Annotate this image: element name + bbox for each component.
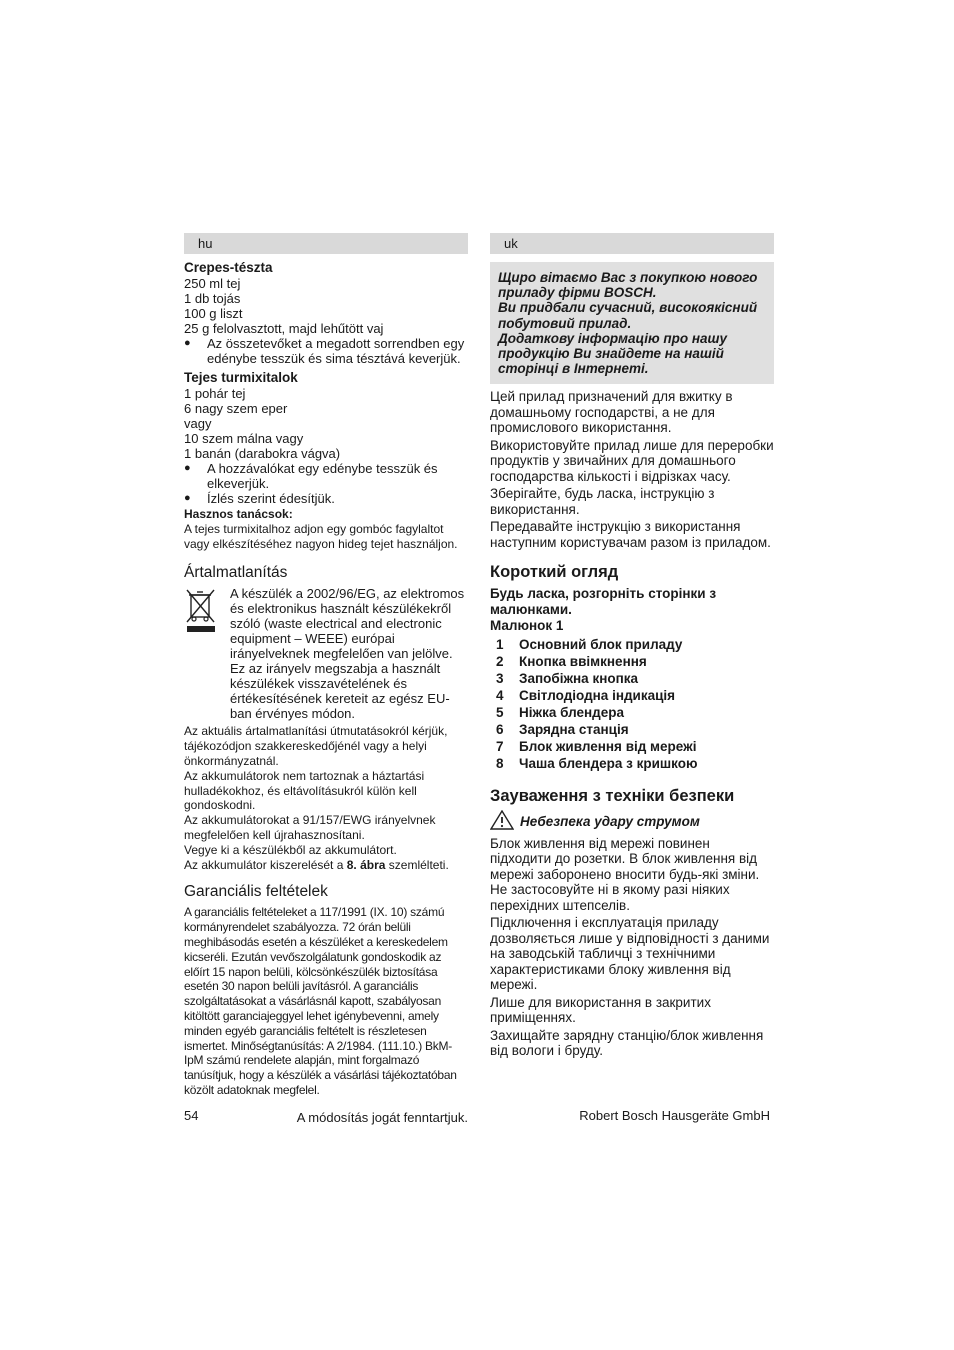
parts-list-item: 3 Запобіжна кнопка — [496, 670, 639, 686]
shake-step — [184, 491, 468, 506]
shake-ingredient: 1 banán (darabokra vágva) — [184, 446, 341, 461]
crepes-step-text: Az összetevőket a megadott sorrendben egy edénybe tesszük és sima tésztává keverjük. — [207, 336, 465, 366]
disposal-paragraph: Az akkumulátorokat a 91/157/EWG irányelvnek megfelelően kell újrahasznosítani. — [184, 813, 436, 842]
welcome-line: Щиро вітаємо Вас з покупкою нового приладу фірми BOSCH. — [498, 270, 758, 301]
safety-paragraph: Підключення і експлуатація приладу дозволяється лише у відповідності з даними на заводській табличці з технічними характеристиками блоку живлення від мережі. — [490, 915, 770, 993]
warning-triangle-icon — [490, 810, 520, 834]
shake-step-text: A hozzávalókat egy edénybe tesszük és elkeverjük. — [207, 461, 438, 491]
crossed-out-wheelie-bin-icon — [184, 586, 230, 721]
shake-ingredient: 1 pohár tej — [184, 386, 246, 401]
unfold-instruction: Будь ласка, розгорніть сторінки з малюнками. — [490, 586, 717, 617]
page-number: 54 — [184, 1108, 199, 1123]
parts-list-item: 1 Основний блок приладу — [496, 636, 683, 652]
disposal-paragraph — [184, 858, 468, 873]
welcome-line: Ви придбали сучасний, високоякісний побутовий прилад. — [498, 300, 758, 331]
warranty-text: A garanciális feltételeket a 117/1991 (IX. 10) számú kormányrendelet szabályozza. 72 órán belüli meghibásodás esetén a készüléket a kereskedelem kicseréli. Ezután vevőszolgálatunk gondoskodik az előírt 15 napon belüli, kölcsönkészülék biztosítása esetén 30 napon belüli javításról. A garanciális szolgáltatásokat a vásárlásnál kapott, szabályosan kitöltött garanciajeggyel lehet igénybevenni, amely minden egyéb garanciális feltételt is részletesen ismertet. Minőségtanúsítás: A 2/1984. (111.10.) BkM-IpM számú rendelete alapján, mint forgalmazó tanúsítjuk, hogy a készülék a vásárlási tájékoztatóban közölt adatoknak megfelel. — [184, 905, 457, 1097]
parts-list-item: 8 Чаша блендера з кришкою — [496, 755, 698, 771]
shake-title: Tejes turmixitalok — [184, 370, 298, 385]
company-name: Robert Bosch Hausgeräte GmbH — [579, 1108, 770, 1123]
disposal-paragraph: Az akkumulátorok nem tartoznak a háztartási hulladékokhoz, és eltávolításukról külön kell gondoskodni. — [184, 768, 425, 813]
disposal-paragraph: Az aktuális ártalmatlanítási útmutatásokról kérjük, tájékozódjon szakkereskedőjénél vagy a helyi önkormányzatnál. — [184, 724, 448, 768]
disposal-title: Ártalmatlanítás — [184, 564, 288, 582]
ukrainian-column — [490, 233, 774, 1059]
language-tab-hu: hu — [184, 233, 468, 254]
disposal-block — [184, 586, 468, 721]
intro-paragraph: Використовуйте прилад лише для переробки продуктів у звичайних для домашнього господарства кількості і відрізках часу. — [490, 437, 774, 484]
bullet-icon: ● — [184, 337, 191, 349]
safety-paragraph: Блок живлення від мережі повинен підходити до розетки. В блок живлення від мережі заборонено вносити будь-які зміни. Не застосовуйте ні в якому разі ніяких перехідних штепселів. — [490, 835, 760, 913]
shake-step-text: Ízlés szerint édesítjük. — [207, 491, 335, 506]
shake-ingredient: 6 nagy szem eper — [184, 401, 288, 416]
tips-text: A tejes turmixitalhoz adjon egy gombóc fagylaltot vagy elkészítéséhez nagyon hideg tejet használjon. — [184, 521, 458, 551]
parts-list — [490, 636, 774, 772]
language-tab-uk: uk — [490, 233, 774, 254]
crepes-ingredient: 25 g felolvasztott, majd lehűtött vaj — [184, 321, 384, 336]
figure-reference: 8. ábra — [346, 857, 386, 872]
disposal-text: A készülék a 2002/96/EG, az elektromos és elektronikus használt készülékekről szóló (waste electrical and electronic equipment – WEEE) európai irányelveknek megfelelően van jelölve. Ez az irányelv megszabja a használt készülékek visszavételének és értékesítésének kereteit az egész EU-ban érvényes módon. — [230, 586, 465, 722]
warning-title: Небезпека удару струмом — [520, 814, 700, 830]
overview-title: Короткий огляд — [490, 563, 619, 582]
shake-ingredient: 10 szem málna vagy — [184, 431, 304, 446]
figure-label: Малюнок 1 — [490, 618, 564, 634]
disposal-paragraph: Vegye ki a készülékből az akkumulátort. — [184, 842, 397, 857]
safety-title: Зауваження з техніки безпеки — [490, 786, 735, 805]
parts-list-item: 6 Зарядна станція — [496, 721, 629, 737]
intro-paragraph: Зберігайте, будь ласка, інструкцію з використання. — [490, 486, 715, 517]
parts-list-item: 2 Кнопка ввімкнення — [496, 653, 647, 669]
parts-list-item: 5 Ніжка блендера — [496, 704, 624, 720]
safety-paragraph: Лише для використання в закритих приміщеннях. — [490, 994, 711, 1026]
hungarian-column — [184, 233, 468, 1126]
warranty-title: Garanciális feltételek — [184, 883, 328, 901]
crepes-step — [184, 336, 468, 366]
parts-list-item: 7 Блок живлення від мережі — [496, 738, 697, 754]
bullet-icon: ● — [184, 462, 191, 474]
intro-paragraph: Передавайте інструкцію з використання наступним користувачам разом із приладом. — [490, 519, 771, 550]
electric-shock-warning — [490, 810, 774, 834]
parts-list-item: 4 Світлодіодна індикація — [496, 687, 676, 703]
crepes-ingredient: 1 db tojás — [184, 291, 241, 306]
crepes-ingredient: 100 g liszt — [184, 306, 243, 321]
disposal-text-pre: Az akkumulátor kiszerelését a — [184, 857, 347, 872]
crepes-ingredient: 250 ml tej — [184, 276, 241, 291]
shake-ingredient: vagy — [184, 416, 212, 431]
tips-title: Hasznos tanácsok: — [184, 507, 293, 521]
intro-paragraph: Цей прилад призначений для вжитку в домашньому господарстві, а не для промислового використання. — [490, 389, 733, 436]
bullet-icon: ● — [184, 492, 191, 504]
welcome-line: Додаткову інформацію про нашу продукцію Ви знайдете на нашій сторінці в Інтернеті. — [498, 330, 728, 377]
welcome-box — [490, 262, 774, 384]
amendment-note: A módosítás jogát fenntartjuk. — [296, 1109, 468, 1125]
disposal-text-post: szemlélteti. — [385, 857, 449, 872]
safety-paragraph: Захищайте зарядну станцію/блок живлення від вологи і бруду. — [490, 1027, 764, 1059]
shake-step — [184, 461, 468, 491]
crepes-title: Crepes-tészta — [184, 260, 273, 275]
